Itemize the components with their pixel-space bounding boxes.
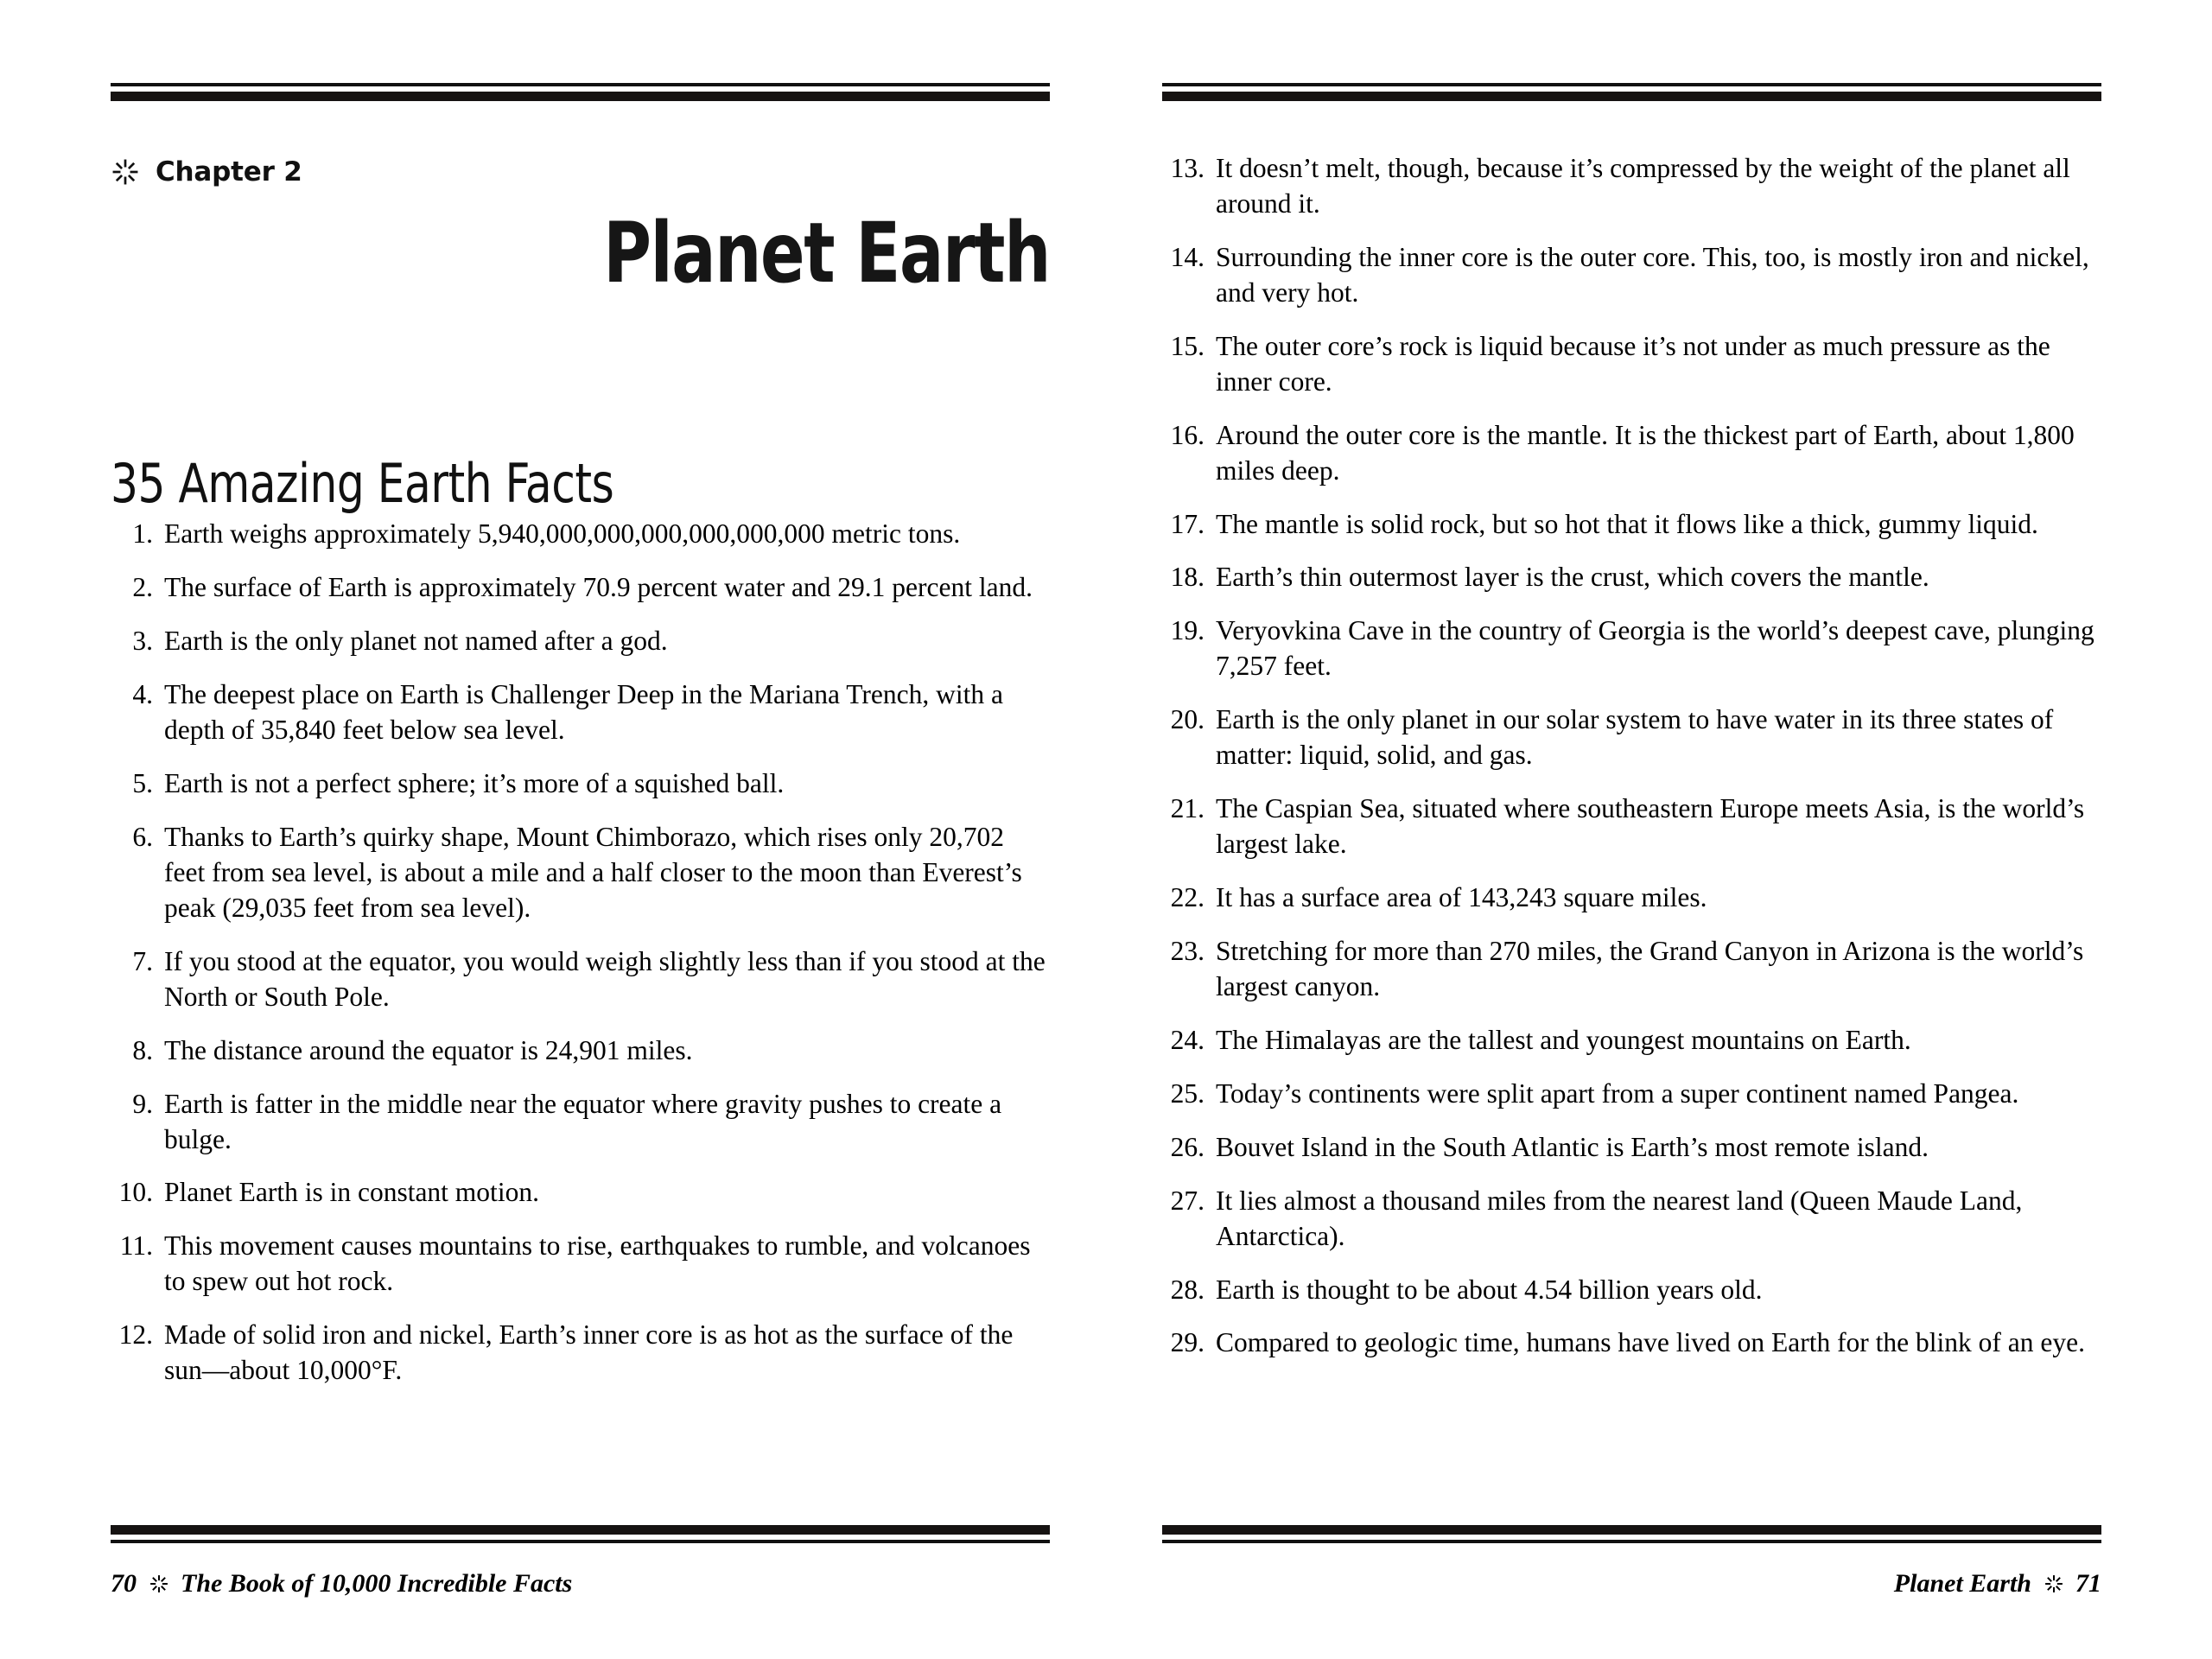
fact-text: If you stood at the equator, you would weigh slightly less than if you stood at the North or South Pole. [164, 945, 1046, 1012]
fact-item [111, 1087, 1050, 1158]
fact-item [1162, 791, 2101, 862]
chapter-label: Chapter 2 [156, 156, 302, 188]
fact-item [111, 570, 1050, 606]
rule-thin [111, 1540, 1050, 1543]
fact-item [1162, 1130, 2101, 1166]
fact-text: Surrounding the inner core is the outer core. This, too, is mostly iron and nickel, and very hot. [1216, 241, 2089, 308]
fact-text: Stretching for more than 270 miles, the Grand Canyon in Arizona is the world’s largest canyon. [1216, 935, 2084, 1001]
fact-text: It doesn’t melt, though, because it’s compressed by the weight of the planet all around it. [1216, 153, 2070, 219]
fact-item [1162, 934, 2101, 1005]
sunburst-separator-icon [149, 1571, 168, 1590]
facts-list-left [111, 517, 1050, 1407]
footer-rule-left [111, 1525, 1050, 1543]
fact-number: 24. [1170, 1024, 1205, 1055]
fact-text: The distance around the equator is 24,901 miles. [164, 1034, 693, 1065]
fact-number: 9. [132, 1088, 153, 1119]
fact-item [111, 944, 1050, 1015]
fact-item [1162, 1077, 2101, 1112]
right-page [1106, 0, 2212, 1659]
fact-item [1162, 613, 2101, 684]
rule-thin [1162, 1540, 2101, 1543]
fact-text: Today’s continents were split apart from a super continent named Pangea. [1216, 1077, 2019, 1109]
folio-number: 70 [111, 1569, 137, 1598]
fact-item [1162, 151, 2101, 222]
fact-number: 2. [132, 572, 153, 603]
fact-number: 28. [1170, 1274, 1205, 1305]
fact-item [1162, 702, 2101, 773]
rule-thick [111, 92, 1050, 101]
fact-number: 29. [1170, 1327, 1205, 1358]
fact-number: 8. [132, 1034, 153, 1065]
fact-number: 21. [1170, 793, 1205, 824]
fact-number: 12. [118, 1319, 153, 1351]
fact-item [111, 677, 1050, 748]
fact-text: The Caspian Sea, situated where southeastern Europe meets Asia, is the world’s largest lake. [1216, 793, 2085, 860]
fact-text: Earth is thought to be about 4.54 billion years old. [1216, 1274, 1763, 1305]
fact-text: Earth is fatter in the middle near the equator where gravity pushes to create a bulge. [164, 1088, 1002, 1154]
fact-text: Around the outer core is the mantle. It is the thickest part of Earth, about 1,800 miles deep. [1216, 419, 2075, 486]
fact-text: The surface of Earth is approximately 70.9 percent water and 29.1 percent land. [164, 572, 1033, 603]
fact-number: 6. [132, 821, 153, 852]
fact-text: Made of solid iron and nickel, Earth’s inner core is as hot as the surface of the sun—about 10,000°F. [164, 1319, 1014, 1386]
fact-number: 17. [1170, 508, 1205, 539]
header-rule-left [111, 83, 1050, 101]
section-heading: 35 Amazing Earth Facts [111, 452, 614, 516]
fact-number: 7. [132, 945, 153, 976]
fact-number: 25. [1170, 1077, 1205, 1109]
fact-number: 15. [1170, 330, 1205, 361]
folio-number: 71 [2075, 1569, 2101, 1598]
footer-running-head: Planet Earth [1893, 1569, 2031, 1598]
fact-text: The outer core’s rock is liquid because it’s not under as much pressure as the inner core. [1216, 330, 2050, 397]
fact-item [1162, 1023, 2101, 1058]
fact-text: Earth’s thin outermost layer is the crust, which covers the mantle. [1216, 562, 1929, 593]
fact-item [1162, 560, 2101, 595]
fact-number: 13. [1170, 153, 1205, 183]
fact-item [1162, 240, 2101, 311]
fact-number: 10. [118, 1177, 153, 1208]
fact-text: Earth weighs approximately 5,940,000,000,000,000,000,000 metric tons. [164, 518, 961, 550]
fact-item [111, 624, 1050, 659]
fact-text: Thanks to Earth’s quirky shape, Mount Chimborazo, which rises only 20,702 feet from sea level, is about a mile and a half closer to the moon than Everest’s peak (29,035 feet from sea level). [164, 821, 1022, 923]
fact-text: The Himalayas are the tallest and youngest mountains on Earth. [1216, 1024, 1911, 1055]
fact-item [1162, 329, 2101, 400]
footer-book-title: The Book of 10,000 Incredible Facts [181, 1569, 573, 1598]
fact-item [111, 1229, 1050, 1300]
fact-item [1162, 1273, 2101, 1308]
fact-text: Earth is not a perfect sphere; it’s more of a squished ball. [164, 768, 785, 798]
chapter-heading [111, 153, 1050, 191]
fact-text: The mantle is solid rock, but so hot that it flows like a thick, gummy liquid. [1216, 508, 2038, 539]
fact-number: 11. [119, 1230, 153, 1262]
footer-right [1162, 1569, 2101, 1599]
fact-text: This movement causes mountains to rise, earthquakes to rumble, and volcanoes to spew out hot rock. [164, 1230, 1031, 1297]
fact-item [1162, 507, 2101, 543]
fact-text: It lies almost a thousand miles from the nearest land (Queen Maude Land, Antarctica). [1216, 1185, 2023, 1251]
fact-item [111, 820, 1050, 926]
fact-item [111, 766, 1050, 802]
rule-thick [111, 1525, 1050, 1535]
fact-item [111, 1175, 1050, 1211]
fact-item [1162, 880, 2101, 916]
fact-text: Earth is the only planet not named after a god. [164, 626, 668, 657]
sunburst-separator-icon [2044, 1571, 2063, 1590]
facts-list-right [1162, 151, 2101, 1379]
spacer [111, 1407, 1050, 1525]
fact-number: 1. [132, 518, 153, 550]
spacer [1162, 1379, 2101, 1525]
fact-item [1162, 418, 2101, 489]
fact-number: 3. [132, 626, 153, 657]
fact-item [1162, 1325, 2101, 1361]
fact-number: 4. [132, 679, 153, 710]
fact-item [111, 1318, 1050, 1389]
page-title: Planet Earth [603, 205, 1050, 302]
fact-text: Bouvet Island in the South Atlantic is Earth’s most remote island. [1216, 1131, 1929, 1162]
fact-text: Planet Earth is in constant motion. [164, 1177, 539, 1208]
fact-number: 19. [1170, 615, 1205, 646]
fact-text: Earth is the only planet in our solar system to have water in its three states of matter: liquid, solid, and gas. [1216, 704, 2054, 771]
fact-text: Compared to geologic time, humans have lived on Earth for the blink of an eye. [1216, 1327, 2085, 1358]
fact-number: 20. [1170, 704, 1205, 735]
fact-number: 14. [1170, 241, 1205, 272]
fact-item [111, 1033, 1050, 1069]
fact-text: Veryovkina Cave in the country of Georgia is the world’s deepest cave, plunging 7,257 feet. [1216, 615, 2094, 682]
fact-number: 16. [1170, 419, 1205, 450]
fact-number: 22. [1170, 882, 1205, 912]
fact-number: 27. [1170, 1185, 1205, 1216]
header-rule-right [1162, 83, 2101, 101]
rule-thick [1162, 1525, 2101, 1535]
fact-item [1162, 1184, 2101, 1255]
footer-left [111, 1569, 1050, 1599]
fact-item [111, 517, 1050, 552]
fact-number: 18. [1170, 562, 1205, 593]
footer-rule-right [1162, 1525, 2101, 1543]
fact-number: 5. [132, 768, 153, 798]
fact-text: It has a surface area of 143,243 square miles. [1216, 882, 1707, 912]
fact-text: The deepest place on Earth is Challenger Deep in the Mariana Trench, with a depth of 35,840 feet below sea level. [164, 679, 1003, 746]
fact-number: 23. [1170, 935, 1205, 966]
fact-number: 26. [1170, 1131, 1205, 1162]
sunburst-icon [111, 157, 140, 187]
rule-thick [1162, 92, 2101, 101]
